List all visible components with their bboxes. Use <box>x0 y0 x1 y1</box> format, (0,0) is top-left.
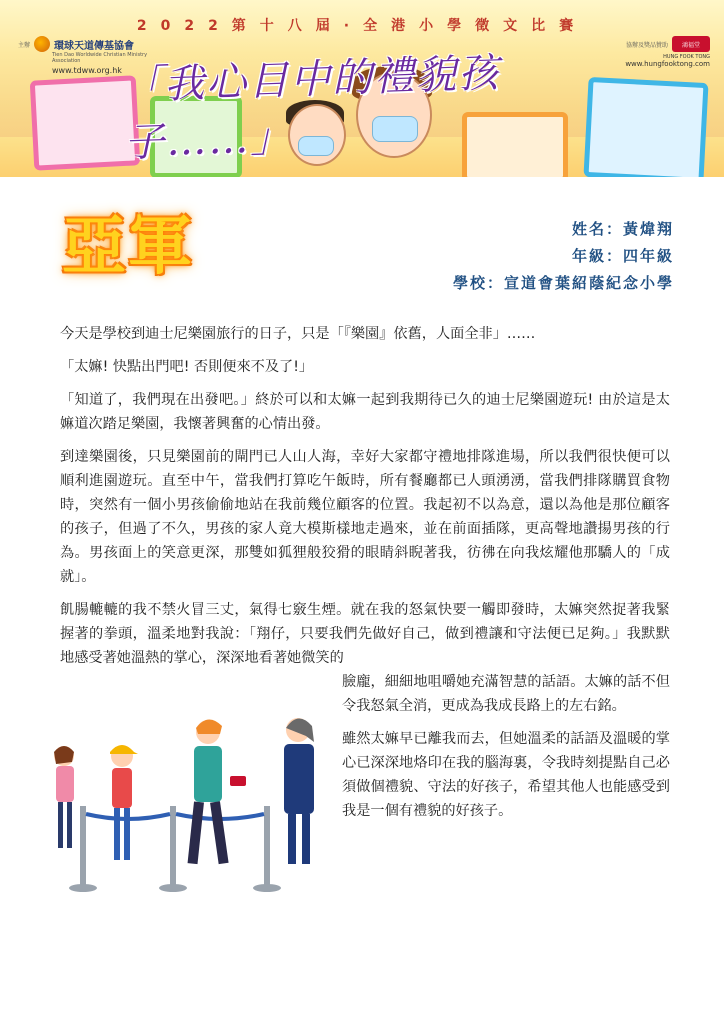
essay-paragraph: 「知道了，我們現在出發吧。」終於可以和太嫲一起到我期待已久的迪士尼樂園遊玩! 由於這是太嫲道次踏足樂園，我懷著興奮的心情出發。 <box>60 392 670 432</box>
organizer-name: 環球天道傳基協會 <box>54 40 135 52</box>
sponsor-url: www.hungfooktong.com <box>625 60 710 68</box>
essay-paragraph: 「太嫲! 快點出門吧! 否則便來不及了!」 <box>60 359 314 375</box>
essay-paragraph: 飢腸轆轆的我不禁火冒三丈，氣得七竅生煙。就在我的怒氣快要一觸即發時，太嫲突然捉著我緊握著的拳頭，溫柔地對我說：「翔仔，只要我們先做好自己，做到禮讓和守法便已足夠。」我默默地感受著她溫熱的掌心，深深地看著她微笑的 <box>60 602 670 666</box>
essay-paragraph: 雖然太嫲早已離我而去，但她溫柔的話語及溫暖的掌心已深深地烙印在我的腦海裏，令我時刻提點自己必須做個禮貌、守法的好孩子，希望其他人也能感受到我是一個有禮貌的好孩子。 <box>342 731 670 819</box>
organizer-logo-icon <box>34 36 50 52</box>
sponsor-tag: 協辦及獎品贊助 <box>625 41 668 49</box>
organizer-subname: Tien Dao Worldwide Christian Ministry Association <box>52 52 148 64</box>
header-banner <box>0 0 724 177</box>
sponsor-logo-text: 鴻福堂 <box>681 41 700 49</box>
author-info <box>453 216 674 297</box>
organizer-tag: 主辦 <box>18 41 31 49</box>
award-badge: 亞軍 <box>62 210 194 284</box>
essay-paragraph: 今天是學校到迪士尼樂園旅行的日子，只是「『樂園』依舊，人面全非」…… <box>60 326 536 342</box>
organizer-url: www.tdww.org.hk <box>52 66 122 75</box>
sponsor-block <box>600 36 710 68</box>
girl-mask-illustration <box>372 116 418 142</box>
queue-illustration <box>42 706 332 896</box>
sponsor-name: HUNG FOOK TONG <box>663 54 710 60</box>
theme-title: 「我心目中的禮貌孩子……」 <box>121 50 501 167</box>
author-grade: 年級：四年級 <box>571 247 674 265</box>
sponsor-logo-icon <box>672 36 710 52</box>
boy-mask-illustration <box>298 136 334 156</box>
contest-title: 2022第十八屆·全港小學徵文比賽 <box>136 18 588 34</box>
queue-illustration-svg <box>42 706 332 896</box>
boy-face-illustration <box>288 104 346 166</box>
author-school: 學校：宣道會葉紹蔭紀念小學 <box>452 274 674 292</box>
photo-frame-orange <box>462 112 568 177</box>
essay-paragraph: 到達樂園後，只見樂園前的閘門已人山人海，幸好大家都守禮地排隊進場，所以我們很快便可以順利進園遊玩。直至中午，當我們打算吃午飯時，所有餐廳都已人頭湧湧，當我們排隊購買食物時，突然有一個小男孩偷偷地站在我前幾位顧客的位置。我起初不以為意，還以為他是那位顧客的孩子，但過了不久，男孩的家人竟大模斯樣地走過來，並在前面插隊，更高聲地讚揚男孩的行為。男孩面上的笑意更深，那雙如狐狸般狡猾的眼睛斜睨著我，彷彿在向我炫耀他那驕人的「成就」。 <box>60 449 670 585</box>
author-name: 姓名：黃煒翔 <box>571 220 674 238</box>
essay-paragraph: 臉龐，細細地咀嚼她充滿智慧的話語。太嫲的話不但令我怒氣全消，更成為我成長路上的左右銘。 <box>342 674 670 714</box>
